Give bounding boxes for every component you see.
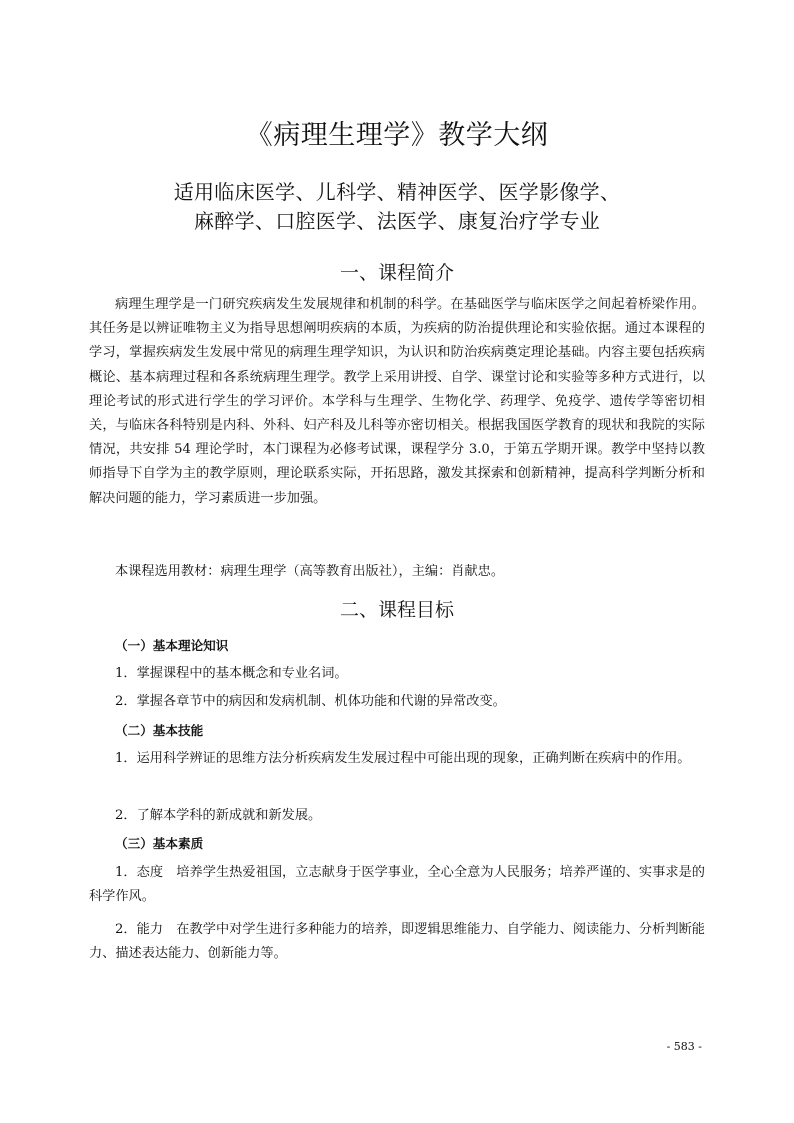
page-number: - 583 - xyxy=(666,1040,702,1053)
quality-item-1: 1．态度 培养学生热爱祖国，立志献身于医学事业，全心全意为人民服务；培养严谨的、实事求是的科学作风。 xyxy=(89,865,705,905)
section-heading-course-intro: 一、课程简介 xyxy=(339,262,454,284)
document-subtitle-line2: 麻醉学、口腔医学、法医学、康复治疗学专业 xyxy=(194,209,600,233)
course-intro-paragraph: 病理生理学是一门研究疾病发生发展规律和机制的科学。在基础医学与临床医学之间起着桥梁作用。其任务是以辨证唯物主义为指导思想阐明疾病的本质，为疾病的防治提供理论和实验依据。通过本课程的学习，掌握疾病发生发展中常见的病理生理学知识，为认识和防治疾病奠定理论基础。内容主要包括疾病概论、基本病理过程和各系统病理生理学。教学上采用讲授、自学、课堂讨论和实验等多种方式进行，以理论考试的形式进行学生的学习评价。本学科与生理学、生物化学、药理学、免疫学、遗传学等密切相关，与临床各科特别是内科、外科、妇产科及儿科等亦密切相关。根据我国医学教育的现状和我院的实际情况，共安排 54 理论学时，本门课程为必修考试课，课程学分 3.0，于第五学期开课。教学中坚持以教师指导下自学为主的教学原则，理论联系实际，开拓思路，激发其探索和创新精神，提高科学判断分析和解决问题的能力，学习素质进一步加强。 xyxy=(89,297,705,506)
quality-item-2: 2．能力 在教学中对学生进行多种能力的培养，即逻辑思维能力、自学能力、阅读能力、分析判断能力、描述表达能力、创新能力等。 xyxy=(89,922,705,962)
theory-item-2: 2．掌握各章节中的病因和发病机制、机体功能和代谢的异常改变。 xyxy=(115,694,506,709)
subheading-theory: （一）基本理论知识 xyxy=(115,638,229,653)
subheading-skills: （二）基本技能 xyxy=(115,723,204,738)
skills-item-2: 2．了解本学科的新成就和新发展。 xyxy=(115,808,322,823)
subheading-quality: （三）基本素质 xyxy=(115,836,204,851)
textbook-line: 本课程选用教材：病理生理学（高等教育出版社），主编：肖献忠。 xyxy=(115,564,505,579)
document-title: 《病理生理学》教学大纲 xyxy=(245,120,549,151)
skills-item-1: 1．运用科学辨证的思维方法分析疾病发生发展过程中可能出现的现象，正确判断在疾病中的作用。 xyxy=(115,751,691,766)
section-heading-course-goals: 二、课程目标 xyxy=(339,599,454,621)
document-subtitle-line1: 适用临床医学、儿科学、精神医学、医学影像学、 xyxy=(173,180,621,204)
theory-item-1: 1．掌握课程中的基本概念和专业名词。 xyxy=(115,666,348,681)
